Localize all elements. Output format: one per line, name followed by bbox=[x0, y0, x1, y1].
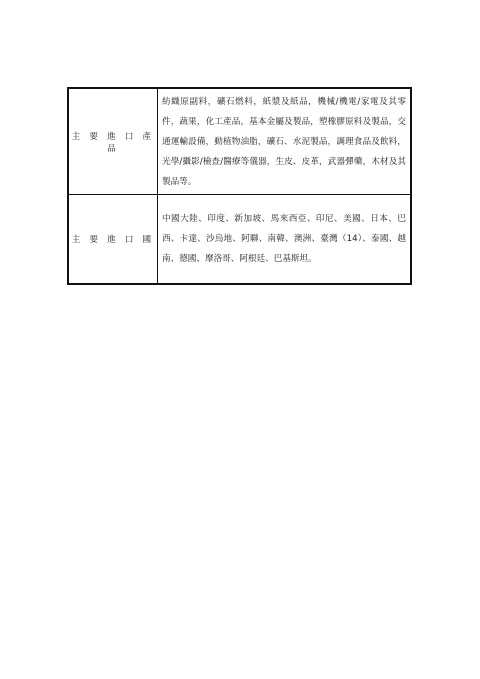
main-import-products-label: 主 要 進 口 產 品 bbox=[68, 88, 158, 195]
import-info-table bbox=[67, 87, 412, 285]
table-row-main-import-countries bbox=[68, 195, 411, 285]
main-import-countries-value: 中國大陸、印度、新加坡、馬來西亞、印尼、美國、日本、巴西、卡達、沙烏地、阿聯、南韓、澳洲、臺灣（14）、泰國、越南、德國、摩洛哥、阿根廷、巴基斯坦。 bbox=[158, 195, 412, 285]
table-row-main-import-products bbox=[68, 88, 411, 195]
main-import-countries-label: 主 要 進 口 國 bbox=[68, 195, 158, 285]
main-import-products-value: 紡織原副料，礦石燃料，紙漿及紙品，機械/機電/家電及其零件，蔬果，化工產品，基本金屬及製品，塑橡膠原料及製品，交通運輸設備，動植物油脂，礦石、水泥製品，調理食品及飲料，光學/攝影/檢查/醫療等儀器，生皮、皮革，武器彈藥，木材及其製品等。 bbox=[158, 88, 412, 195]
